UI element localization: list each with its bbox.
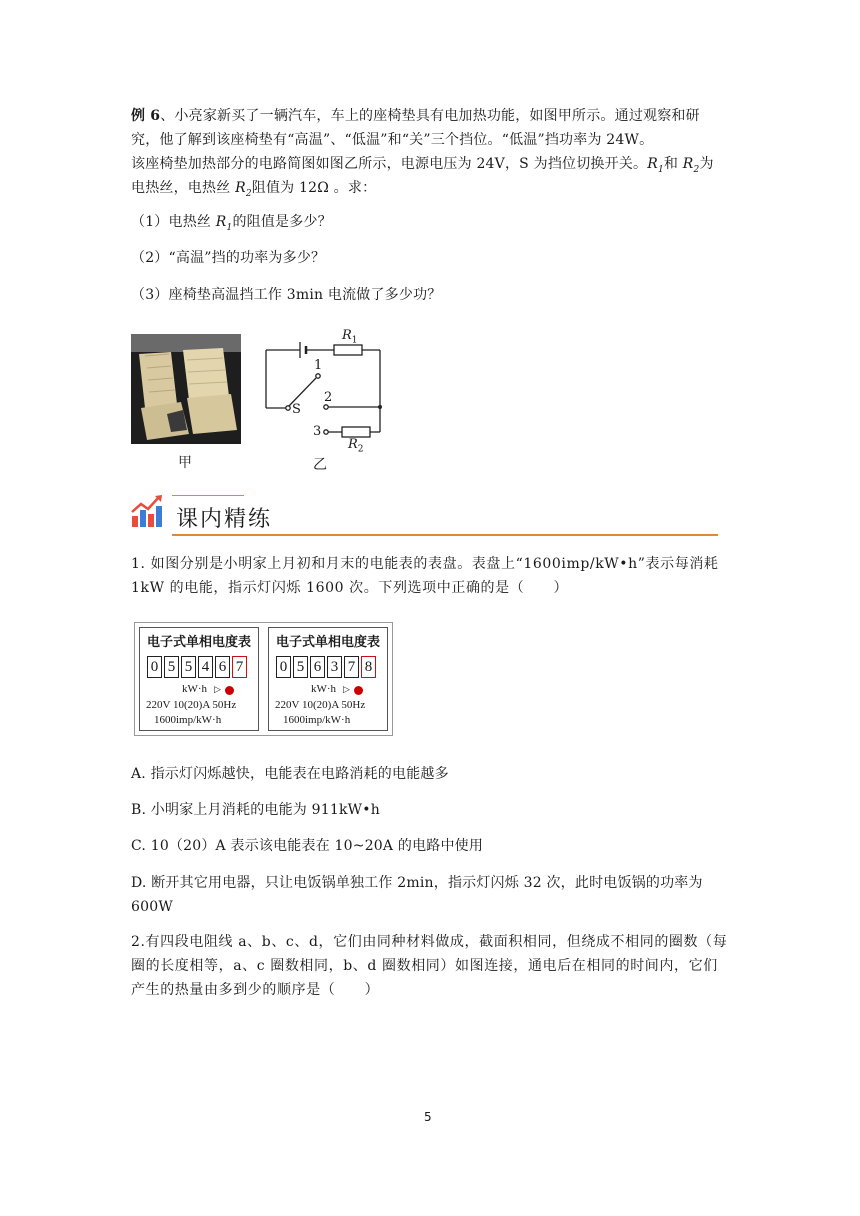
meter-unit: kW·h [311, 683, 337, 695]
arrow-icon: ▷ [343, 684, 350, 694]
q1-option-a: A. 指示灯闪烁越快，电能表在电路消耗的电能越多 [131, 766, 449, 782]
circuit-pos2: 2 [324, 390, 333, 405]
digit: 5 [181, 656, 196, 678]
example6-line1: 例 6、小亮家新买了一辆汽车，车上的座椅垫具有电加热功能，如图甲所示。通过观察和研 [131, 108, 700, 124]
digit: 5 [293, 656, 308, 678]
meter-unit: kW·h [182, 683, 208, 695]
digit-decimal: 8 [361, 656, 376, 678]
q1-option-b: B. 小明家上月消耗的电能为 911kW•h [131, 802, 380, 818]
digit-decimal: 7 [232, 656, 247, 678]
digit: 6 [215, 656, 230, 678]
meter-end [268, 627, 388, 731]
car-seat-photo [131, 334, 241, 444]
circuit-pos1: 1 [314, 358, 323, 373]
circuit-pos3: 3 [313, 424, 322, 439]
digit: 0 [276, 656, 291, 678]
example6-line3: 该座椅垫加热部分的电路简图如图乙所示，电源电压为 24V，S 为挡位切换开关。$R_1$和 $R_2$为 [131, 156, 714, 175]
section-icon [131, 494, 163, 528]
example6-q2: （2）“高温”挡的功率为多少？ [131, 250, 326, 266]
example-label: 例 6 [131, 108, 161, 124]
q2-line1: 2.有四段电阻线 a、b、c、d，它们由同种材料做成，截面积相同，但绕成不相同的圈数（每 [131, 934, 728, 950]
section-title: 课内精练 [176, 507, 273, 532]
example6-line4: 电热丝，电热丝 $R_2$阻值为 12Ω 。求： [131, 180, 377, 199]
circuit-r2-label: $R_2$ [348, 437, 364, 455]
section-top-rule [172, 495, 244, 496]
meter-spec1: 220V 10(20)A 50Hz [146, 699, 237, 711]
digit: 5 [164, 656, 179, 678]
indicator-light-icon [354, 686, 363, 695]
digit: 6 [310, 656, 325, 678]
meter-spec2: 1600imp/kW·h [154, 714, 222, 726]
page-number: 5 [424, 1110, 432, 1124]
caption-jia: 甲 [178, 455, 192, 471]
meter-digits [276, 656, 378, 678]
q1-option-d-line2: 600W [131, 899, 173, 915]
section-underline [172, 534, 718, 536]
digit: 0 [147, 656, 162, 678]
example6-q1: （1）电热丝 $R_1$的阻值是多少？ [131, 214, 332, 233]
digit: 4 [198, 656, 213, 678]
q1-line1: 1. 如图分别是小明家上月初和月末的电能表的表盘。表盘上“1600imp/kW•h”表示每消耗 [131, 556, 719, 572]
caption-yi: 乙 [313, 457, 327, 473]
digit: 7 [344, 656, 359, 678]
q1-option-d-line1: D. 断开其它用电器，只让电饭锅单独工作 2min，指示灯闪烁 32 次，此时电饭锅的功率为 [131, 875, 703, 891]
circuit-switch-label: S [292, 402, 301, 417]
arrow-icon: ▷ [214, 684, 221, 694]
meter-spec1: 220V 10(20)A 50Hz [275, 699, 366, 711]
q2-line3: 产生的热量由多到少的顺序是（ ） [131, 982, 380, 998]
example6-q3: （3）座椅垫高温挡工作 3min 电流做了多少功？ [131, 287, 442, 303]
example6-line2: 究，他了解到该座椅垫有“高温”、“低温”和“关”三个挡位。“低温”挡功率为 24W。 [131, 132, 654, 148]
meter-spec2: 1600imp/kW·h [283, 714, 351, 726]
q1-option-c: C. 10（20）A 表示该电能表在 10~20A 的电路中使用 [131, 838, 484, 854]
digit: 3 [327, 656, 342, 678]
q1-line2: 1kW 的电能，指示灯闪烁 1600 次。下列选项中正确的是（ ） [131, 580, 569, 596]
meter-start [139, 627, 259, 731]
meter-figure [134, 622, 393, 736]
q2-line2: 圈的长度相等，a、c 圈数相同，b、d 圈数相同）如图连接，通电后在相同的时间内，它们 [131, 958, 718, 974]
indicator-light-icon [225, 686, 234, 695]
meter-title: 电子式单相电度表 [275, 635, 380, 650]
circuit-r1-label: $R_1$ [342, 328, 358, 346]
meter-digits [147, 656, 249, 678]
meter-title: 电子式单相电度表 [146, 635, 251, 650]
